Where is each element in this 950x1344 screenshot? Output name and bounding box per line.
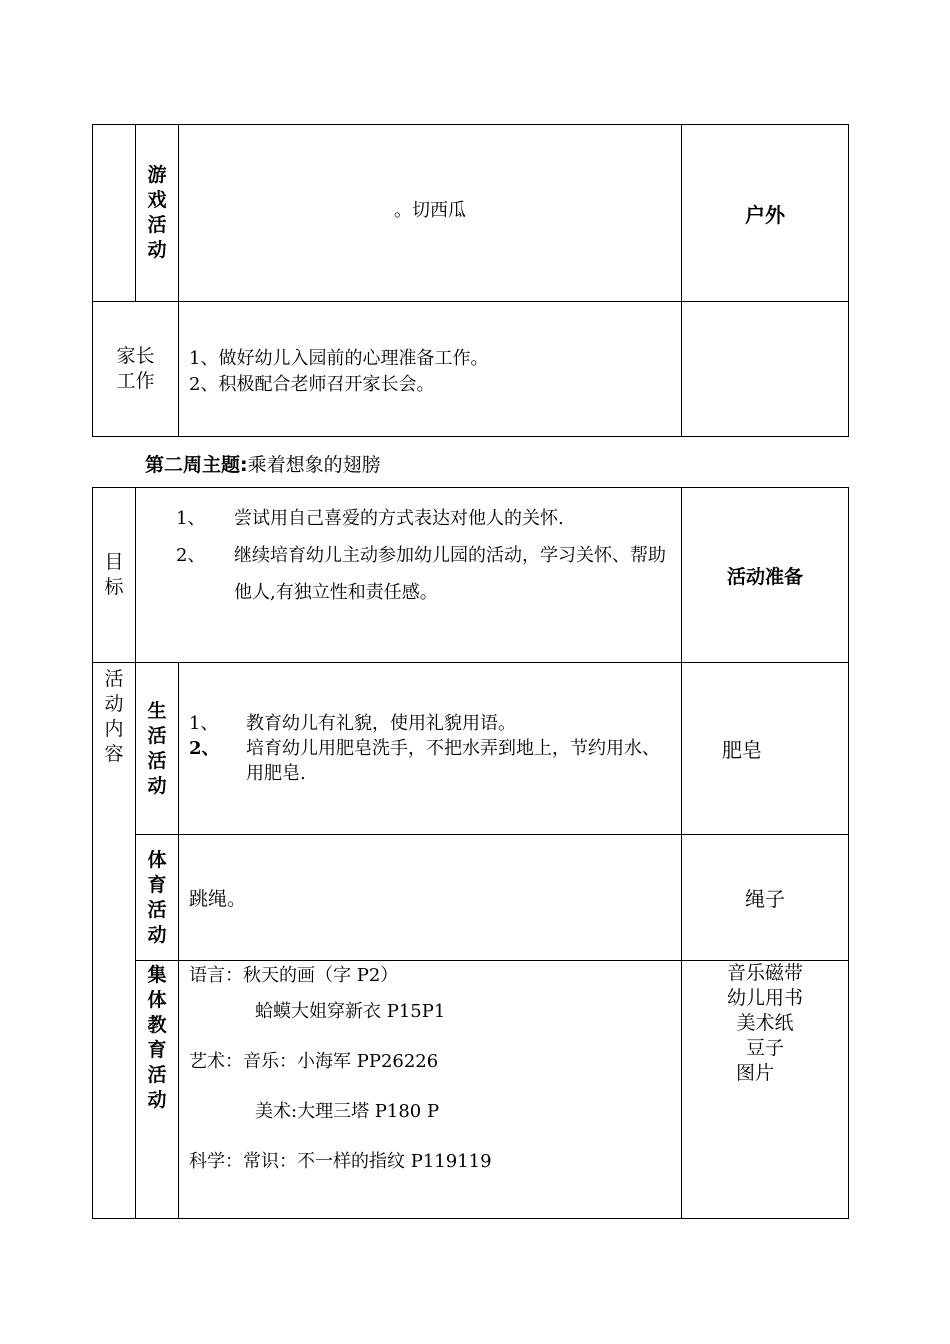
prep-item-2: 幼儿用书 [726, 987, 803, 1009]
week2-heading-title: 乘着想象的翅膀 [247, 454, 381, 476]
game-activity-label: 游戏活动 [136, 125, 179, 302]
game-activity-prep: 户外 [682, 125, 849, 302]
game-activity-content: 。切西瓜 [179, 125, 682, 302]
life-item-2: 2、 培育幼儿用肥皂洗手，不把水弄到地上，节约用水、用肥皂. [189, 738, 660, 784]
life-activity-label: 生活活动 [136, 663, 179, 835]
group-education-content [179, 961, 682, 1219]
parent-work-label: 家长工作 [93, 302, 179, 437]
parent-item-1: 1、做好幼儿入园前的心理准备工作。 [189, 348, 489, 369]
life-activity-prep: 肥皂 [682, 663, 849, 835]
goal-label: 目标 [93, 488, 136, 663]
prep-item-1: 音乐磁带 [726, 962, 803, 984]
pe-activity-label: 体育活动 [136, 835, 179, 961]
group-education-label: 集体教育活动 [136, 961, 179, 1219]
pe-activity-content: 跳绳。 [179, 835, 682, 961]
goal-content [136, 488, 682, 663]
parent-work-content [179, 302, 682, 437]
goal-item-2: 2、 继续培育幼儿主动参加幼儿园的活动，学习关怀、帮助他人,有独立性和责任感。 [176, 545, 666, 603]
schedule-table-week2 [92, 487, 849, 1219]
group-line-3: 艺术：音乐：小海军 PP26226 [189, 1051, 439, 1072]
goal-item-1: 1、 尝试用自己喜爱的方式表达对他人的关怀. [176, 508, 564, 529]
week2-heading [145, 450, 381, 477]
parent-item-2: 2、积极配合老师召开家长会。 [189, 374, 435, 395]
empty-cell [93, 125, 136, 302]
group-line-4: 美术:大理三塔 P180 P [255, 1101, 440, 1122]
prep-item-4: 豆子 [745, 1037, 784, 1059]
activity-content-label: 活动内容 [93, 663, 136, 1219]
group-line-5: 科学：常识：不一样的指纹 P119119 [189, 1151, 492, 1172]
life-item-1: 1、 教育幼儿有礼貌，使用礼貌用语。 [189, 713, 516, 734]
prep-item-5: 图片 [735, 1062, 774, 1084]
pe-activity-prep: 绳子 [682, 835, 849, 961]
parent-work-prep [682, 302, 849, 437]
prep-header: 活动准备 [682, 488, 849, 663]
schedule-table-week1 [92, 124, 849, 437]
group-line-1: 语言：秋天的画（字 P2） [189, 965, 399, 986]
life-activity-content [179, 663, 682, 835]
week2-heading-label: 第二周主题: [145, 454, 248, 476]
group-education-prep [682, 961, 849, 1219]
prep-item-3: 美术纸 [736, 1012, 794, 1034]
group-line-2: 蛤蟆大姐穿新衣 P15P1 [255, 1001, 446, 1022]
